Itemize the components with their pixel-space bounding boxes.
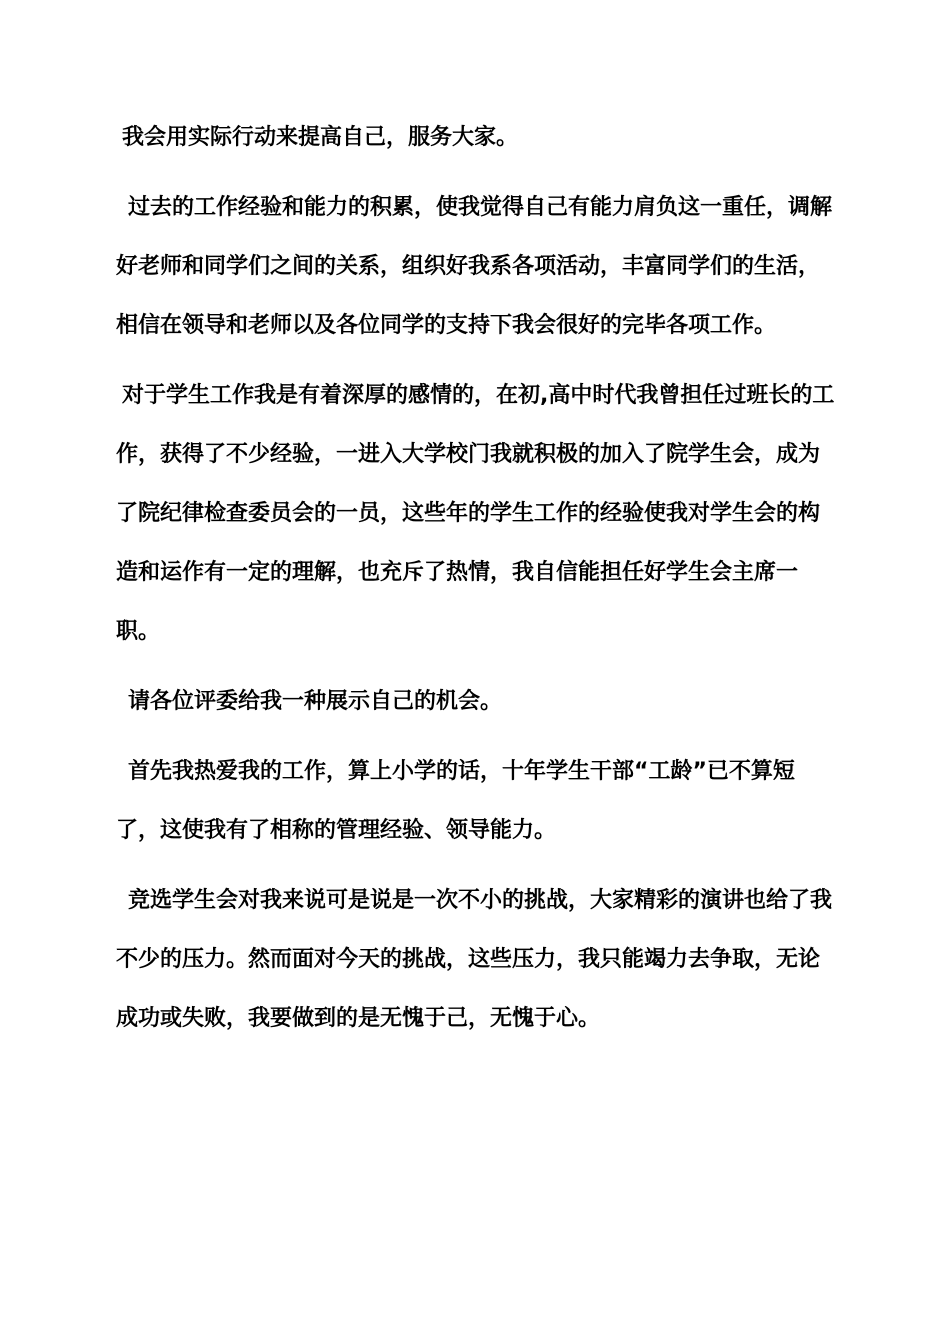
- paragraph: 首先我热爱我的工作，算上小学的话，十年学生干部“工龄”已不算短了，这使我有了相称的管理经验、领导能力。: [116, 759, 795, 843]
- paragraph: 我会用实际行动来提高自己，服务大家。: [122, 125, 519, 150]
- document-body: [116, 108, 838, 1048]
- paragraph: 请各位评委给我一种展示自己的机会。: [128, 689, 503, 714]
- paragraph: 过去的工作经验和能力的积累，使我觉得自己有能力肩负这一重任，调解好老师和同学们之间的关系，组织好我系各项活动，丰富同学们的生活，相信在领导和老师以及各位同学的支持下我会很好的完毕各项工作。: [116, 195, 833, 338]
- paragraph: 竞选学生会对我来说可是说是一次不小的挑战，大家精彩的演讲也给了我不少的压力。然而面对今天的挑战，这些压力，我只能竭力去争取，无论成功或失败，我要做到的是无愧于己，无愧于心。: [116, 888, 833, 1031]
- paragraph: 对于学生工作我是有着深厚的感情的，在初,高中时代我曾担任过班长的工作，获得了不少经验，一进入大学校门我就积极的加入了院学生会，成为了院纪律检查委员会的一员，这些年的学生工作的经验使我对学生会的构造和运作有一定的理解，也充斥了热情，我自信能担任好学生会主席一职。: [116, 383, 835, 644]
